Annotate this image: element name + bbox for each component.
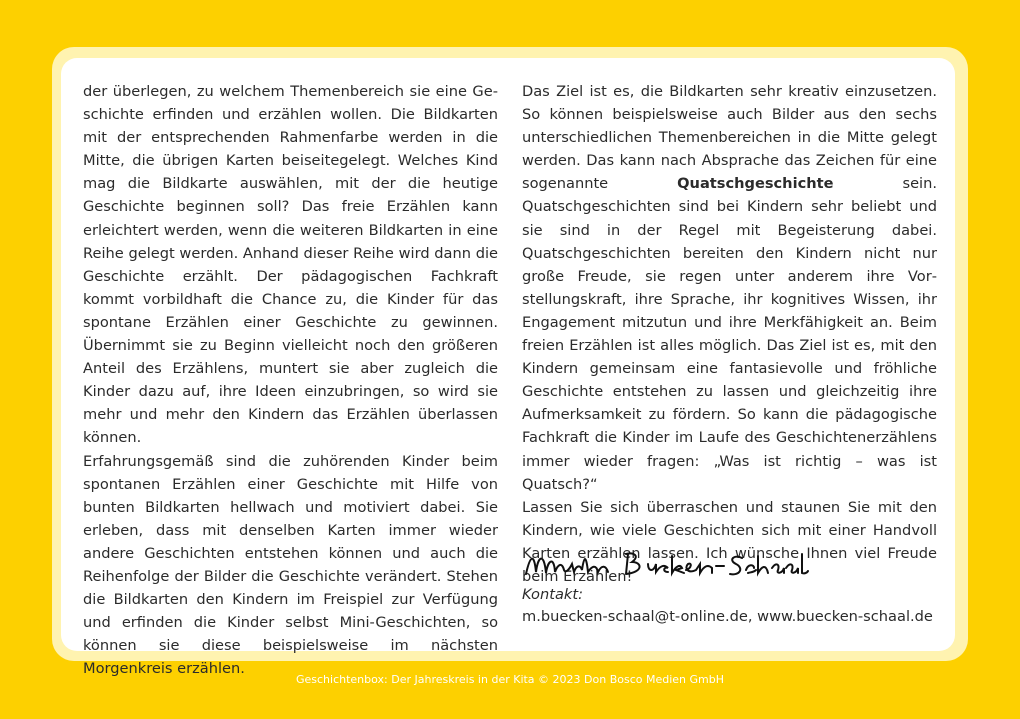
handwritten-signature bbox=[522, 546, 812, 582]
right-paragraph-2: Lassen Sie sich überraschen und staunen Sie mit den Kindern, wie viele Geschichten sich mit einer Handvoll Karten erzählen lassen. Ich wünsche Ihnen viel Freude beim Erzählen! bbox=[522, 498, 937, 585]
right-paragraph-1-text-a: Das Ziel ist es, die Bildkarten sehr kreativ einzusetzen. So können beispielsweise auch Bilder aus den sechs unterschiedlichen Themenbereichen in die Mitte gelegt werden. Das kann nach Absprache das Zeichen für eine sogenannte bbox=[522, 83, 937, 193]
right-column bbox=[522, 80, 937, 588]
right-paragraph-1-text-b: sein. Quatschgeschichten sind bei Kindern sehr beliebt und sie sind in der Regel mit Begeisterung dabei. Quatschgeschichten bereiten den Kindern nicht nur große Freude, sie regen unter anderem ihre Vorstellungskraft, ihre Sprache, ihr kognitives Wissen, ihr Engagement mitzutun und ihre Merkfähigkeit an. Beim freien Erzählen ist alles möglich. Das Ziel ist es, mit den Kindern gemeinsam eine fantasievolle und fröhliche Geschichte entstehen zu lassen und gleichzeitig ihre Aufmerksamkeit zu fördern. So kann die pädagogische Fachkraft die Kinder im Laufe des Geschichtenerzählens immer wieder fragen: „Was ist richtig – was ist Quatsch?“ bbox=[522, 175, 937, 493]
left-paragraph-1: der überlegen, zu welchem Themenbereich sie eine Geschichte erfinden und erzählen wollen. Die Bildkarten mit der entsprechenden Rahmenfarbe werden in die Mitte, die übrigen Karten beiseitegelegt. Welches Kind mag die Bildkarte auswählen, mit der die heutige Geschichte beginnen soll? Das freie Erzählen kann erleichtert werden, wenn die weiteren Bildkarten in eine Reihe gelegt werden. Anhand dieser Reihe wird dann die Geschichte erzählt. Der pädagogischen Fachkraft kommt vorbildhaft die Chance zu, die Kinder für das spontane Erzählen einer Geschichte zu gewinnen. Übernimmt sie zu Beginn vielleicht noch den größeren Anteil des Erzählens, muntert sie aber zugleich die Kinder dazu auf, ihre Ideen einzubringen, so wird sie mehr und mehr den Kindern das Erzählen überlassen können. bbox=[83, 83, 498, 447]
contact-label: Kontakt: bbox=[522, 586, 583, 603]
quatschgeschichte-term: Quatschgeschichte bbox=[677, 175, 834, 193]
footer-copyright: Geschichtenbox: Der Jahreskreis in der Kita © 2023 Don Bosco Medien GmbH bbox=[295, 673, 725, 686]
left-paragraph-2: Erfahrungsgemäß sind die zuhörenden Kinder beim spontanen Erzählen einer Geschichte mit Hilfe von bunten Bildkarten hellwach und motiviert dabei. Sie erleben, dass mit denselben Karten immer wieder andere Geschichten entstehen können und auch die Reihenfolge der Bilder die Geschichte verändert. Stehen die Bildkarten den Kindern im Freispiel zur Verfügung und erfinden die Kinder selbst Mini-Geschichten, so können sie diese beispielsweise im nächsten Morgenkreis erzählen. bbox=[83, 452, 498, 678]
contact-info: m.buecken-schaal@t-online.de, www.buecken-schaal.de bbox=[522, 608, 933, 625]
right-paragraph-1 bbox=[522, 80, 937, 496]
left-column bbox=[83, 80, 498, 680]
